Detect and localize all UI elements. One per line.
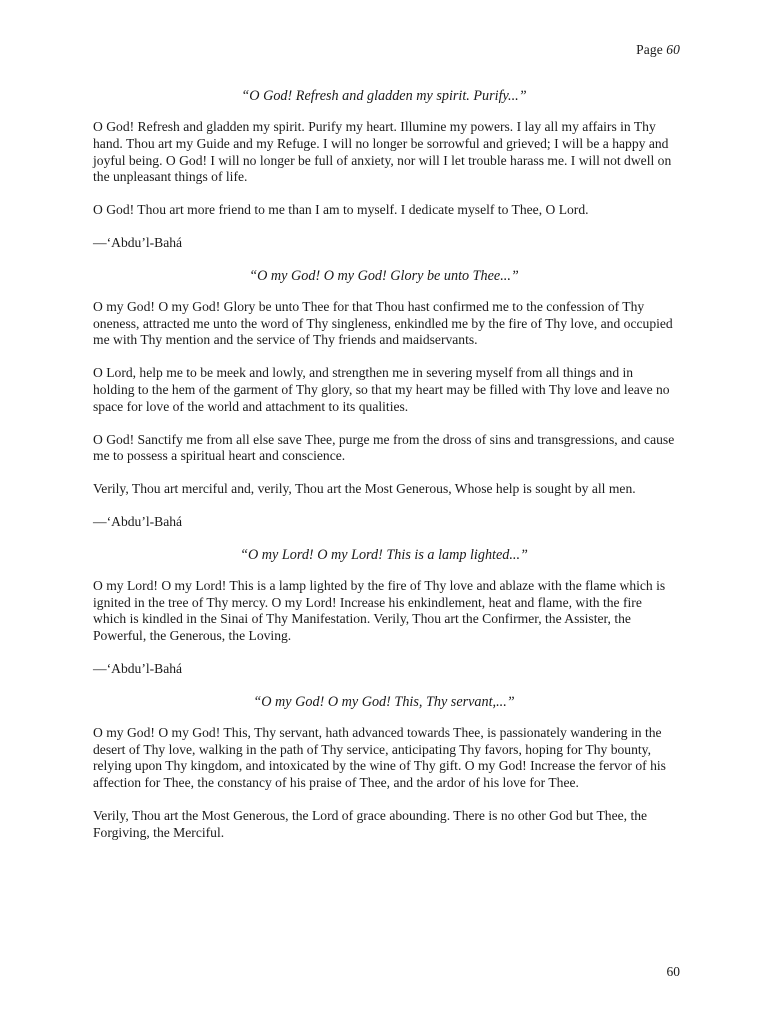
prayer-paragraph: O God! Thou art more friend to me than I am to myself. I dedicate myself to Thee, O Lord.: [93, 202, 589, 218]
running-header: [636, 42, 680, 58]
prayer-title: “O God! Refresh and gladden my spirit. Purify...”: [241, 88, 527, 104]
prayer-paragraph: Verily, Thou art merciful and, verily, Thou art the Most Generous, Whose help is sought by all men.: [93, 481, 636, 497]
prayer-paragraph: Verily, Thou art the Most Generous, the Lord of grace abounding. There is no other God but Thee, the Forgiving, the Merciful.: [93, 807, 648, 840]
prayer-attribution: —‘Abdu’l-Bahá: [93, 234, 183, 250]
footer-page-number: 60: [666, 964, 680, 979]
prayer-attribution: —‘Abdu’l-Bahá: [93, 660, 183, 676]
prayer-attribution: —‘Abdu’l-Bahá: [93, 513, 183, 529]
prayer-paragraph: O my Lord! O my Lord! This is a lamp lighted by the fire of Thy love and ablaze with the flame which is ignited in the tree of Thy mercy. O my Lord! Increase his enkindlement, heat and flame, with the fire which is kindled in the Sinai of Thy Manifestation. Verily, Thou art the Confirmer, the Assister, the Powerful, the Generous, the Loving.: [93, 577, 666, 644]
prayer-paragraph: O my God! O my God! This, Thy servant, hath advanced towards Thee, is passionately wandering in the desert of Thy love, walking in the path of Thy service, anticipating Thy favors, hoping for Thy bounty, relying upon Thy kingdom, and intoxicated by the wine of Thy gift. O my God! Increase the fervor of his affection for Thee, the constancy of his praise of Thee, and the ardor of his love for Thee.: [93, 724, 666, 791]
prayer-section: [93, 694, 675, 842]
page-body: [93, 88, 675, 858]
prayer-paragraph: O God! Sanctify me from all else save Thee, purge me from the dross of sins and transgressions, and cause me to possess a spiritual heart and conscience.: [93, 431, 675, 464]
prayer-title: “O my Lord! O my Lord! This is a lamp lighted...”: [240, 546, 528, 563]
prayer-title: “O my God! O my God! Glory be unto Thee...”: [249, 267, 519, 284]
prayer-paragraph: O God! Refresh and gladden my spirit. Purify my heart. Illumine my powers. I lay all my affairs in Thy hand. Thou art my Guide and my Refuge. I will no longer be sorrowful and grieved; I will be a happy and joyful being. O God! I will no longer be full of anxiety, nor will I let trouble harass me. I will not dwell on the unpleasant things of life.: [93, 119, 672, 185]
prayer-paragraph: O my God! O my God! Glory be unto Thee for that Thou hast confirmed me to the confession of Thy oneness, attracted me unto the word of Thy singleness, enkindled me by the fire of Thy love, and occupied me with Thy mention and the service of Thy friends and maidservants.: [93, 298, 673, 348]
prayer-section: [93, 268, 675, 531]
prayer-section: [93, 547, 675, 678]
prayer-section: [93, 88, 675, 252]
header-page-number: 60: [666, 42, 680, 57]
header-label: Page: [636, 42, 663, 57]
prayer-title: “O my God! O my God! This, Thy servant,...”: [253, 693, 515, 710]
prayer-paragraph: O Lord, help me to be meek and lowly, and strengthen me in severing myself from all things and in holding to the hem of the garment of Thy glory, so that my heart may be filled with Thy love and leave no space for love of the world and attachment to its qualities.: [93, 365, 670, 414]
